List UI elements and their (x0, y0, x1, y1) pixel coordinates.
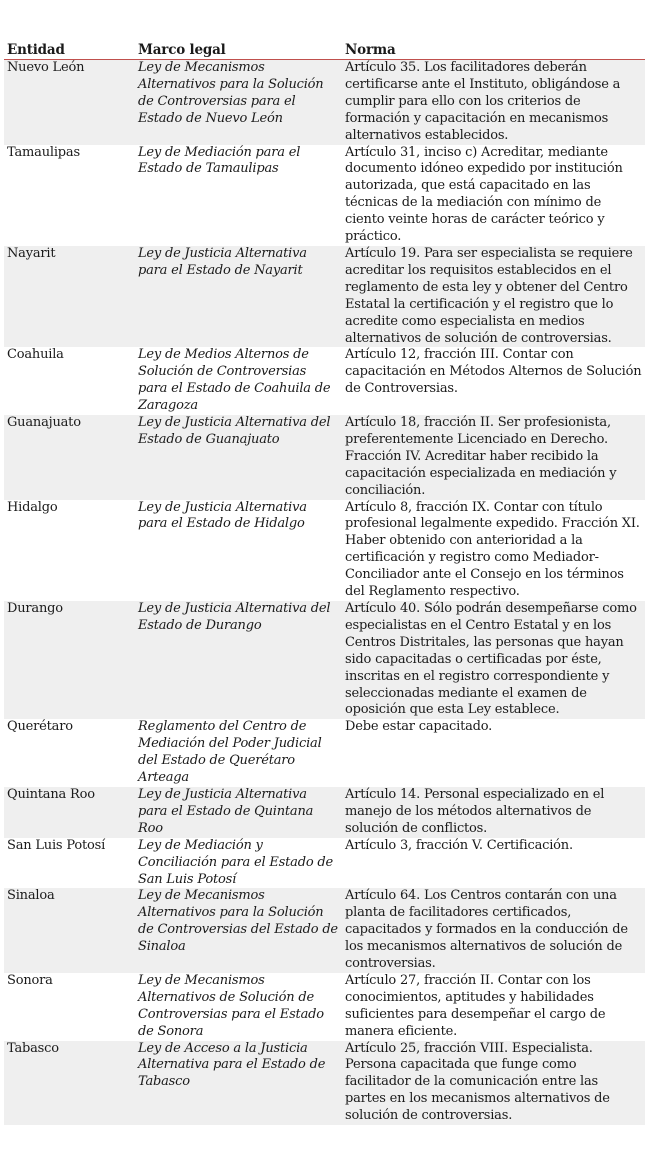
entidad-cell: Nayarit (4, 246, 135, 347)
norma-cell: Artículo 31, inciso c) Acreditar, mediante documento idóneo expedido por institución autorizada, que está capacitado en las técnicas de la mediación con mínimo de ciento veinte horas de carácter teórico y práctico. (345, 144, 623, 245)
table-body (4, 60, 645, 1126)
entidad-cell: Quintana Roo (4, 787, 135, 838)
marco-legal-cell: Ley de Justicia Alternativa para el Estado de Nayarit (135, 246, 342, 347)
norma-cell: Artículo 35. Los facilitadores deberán certificarse ante el Instituto, obligándose a cumplir para ello con los criterios de formación y capacitación en mecanismos alternativos establecidos. (342, 60, 645, 145)
table-row (4, 145, 645, 246)
table-row (4, 347, 645, 415)
entidad-cell: Sonora (7, 972, 53, 988)
marco-legal-cell: Ley de Justicia Alternativa para el Estado de Quintana Roo (135, 787, 342, 838)
table-row (4, 1041, 645, 1126)
table-row (4, 415, 645, 500)
marco-legal-cell: Ley de Medios Alternos de Solución de Controversias para el Estado de Coahuila de Zaragoza (138, 347, 331, 414)
norma-cell: Artículo 64. Los Centros contarán con una planta de facilitadores certificados, capacitados y formados en la conducción de los mecanismos alternativos de solución de controversias. (342, 888, 645, 973)
table-row (4, 60, 645, 145)
header-marco-legal: Marco legal (135, 40, 342, 60)
marco-legal-cell: Ley de Mecanismos Alternativos para la Solución de Controversias para el Estado de Nuevo León (135, 60, 342, 145)
norma-cell: Artículo 12, fracción III. Contar con capacitación en Métodos Alternos de Solución de Controversias. (345, 347, 642, 397)
header-entidad: Entidad (4, 40, 135, 60)
marco-legal-cell: Ley de Mecanismos Alternativos de Solución de Controversias para el Estado de Sonora (138, 972, 324, 1039)
legal-framework-table-container (4, 40, 645, 1125)
table-row (4, 888, 645, 973)
marco-legal-cell: Ley de Justicia Alternativa del Estado de Durango (135, 601, 342, 719)
entidad-cell: San Luis Potosí (7, 837, 106, 853)
entidad-cell: Tamaulipas (7, 144, 80, 160)
norma-cell: Artículo 3, fracción V. Certificación. (345, 837, 573, 853)
table-row (4, 973, 645, 1041)
entidad-cell: Guanajuato (4, 415, 135, 500)
table-row (4, 787, 645, 838)
entidad-cell: Querétaro (7, 719, 73, 735)
table-header-row (4, 40, 645, 60)
entidad-cell: Coahuila (7, 347, 64, 363)
marco-legal-cell: Ley de Mediación y Conciliación para el Estado de San Luis Potosí (138, 837, 334, 887)
marco-legal-cell: Ley de Justicia Alternativa para el Estado de Hidalgo (138, 499, 307, 532)
marco-legal-cell: Ley de Acceso a la Justicia Alternativa para el Estado de Tabasco (135, 1041, 342, 1126)
marco-legal-cell: Ley de Mecanismos Alternativos para la Solución de Controversias del Estado de Sinaloa (135, 888, 342, 973)
table-row (4, 246, 645, 347)
norma-cell: Artículo 40. Sólo podrán desempeñarse como especialistas en el Centro Estatal y en los Centros Distritales, las personas que hayan sido capacitadas o certificadas por éste, inscritas en el registro correspondiente y seleccionadas mediante el examen de oposición que esta Ley establece. (342, 601, 645, 719)
entidad-cell: Tabasco (4, 1041, 135, 1126)
norma-cell: Artículo 14. Personal especializado en el manejo de los métodos alternativos de solución de conflictos. (342, 787, 645, 838)
legal-framework-table (4, 40, 645, 1125)
entidad-cell: Sinaloa (4, 888, 135, 973)
norma-cell: Artículo 25, fracción VIII. Especialista. Persona capacitada que funge como facilitador de la comunicación entre las partes en los mecanismos alternativos de solución de controversias. (342, 1041, 645, 1126)
table-row (4, 500, 645, 601)
marco-legal-cell: Reglamento del Centro de Mediación del Poder Judicial del Estado de Querétaro Arteaga (138, 719, 322, 786)
table-row (4, 838, 645, 889)
header-norma: Norma (342, 40, 645, 60)
norma-cell: Artículo 18, fracción II. Ser profesionista, preferentemente Licenciado en Derecho. Fracción IV. Acreditar haber recibido la capacitación especializada en mediación y conciliación. (342, 415, 645, 500)
entidad-cell: Nuevo León (4, 60, 135, 145)
norma-cell: Artículo 27, fracción II. Contar con los conocimientos, aptitudes y habilidades suficientes para desempeñar el cargo de manera eficiente. (345, 972, 606, 1039)
marco-legal-cell: Ley de Justicia Alternativa del Estado de Guanajuato (135, 415, 342, 500)
norma-cell: Artículo 19. Para ser especialista se requiere acreditar los requisitos establecidos en el reglamento de esta ley y obtener del Centro Estatal la certificación y el registro que lo acredite como especialista en medios alternativos de solución de controversias. (342, 246, 645, 347)
table-row (4, 719, 645, 787)
marco-legal-cell: Ley de Mediación para el Estado de Tamaulipas (138, 144, 301, 177)
norma-cell: Debe estar capacitado. (345, 719, 493, 735)
entidad-cell: Hidalgo (7, 499, 58, 515)
norma-cell: Artículo 8, fracción IX. Contar con título profesional legalmente expedido. Fracción XI. Haber obtenido con anterioridad a la certificación y registro como Mediador-Conciliador ante el Consejo en los términos del Reglamento respectivo. (345, 499, 640, 600)
table-row (4, 601, 645, 719)
entidad-cell: Durango (4, 601, 135, 719)
